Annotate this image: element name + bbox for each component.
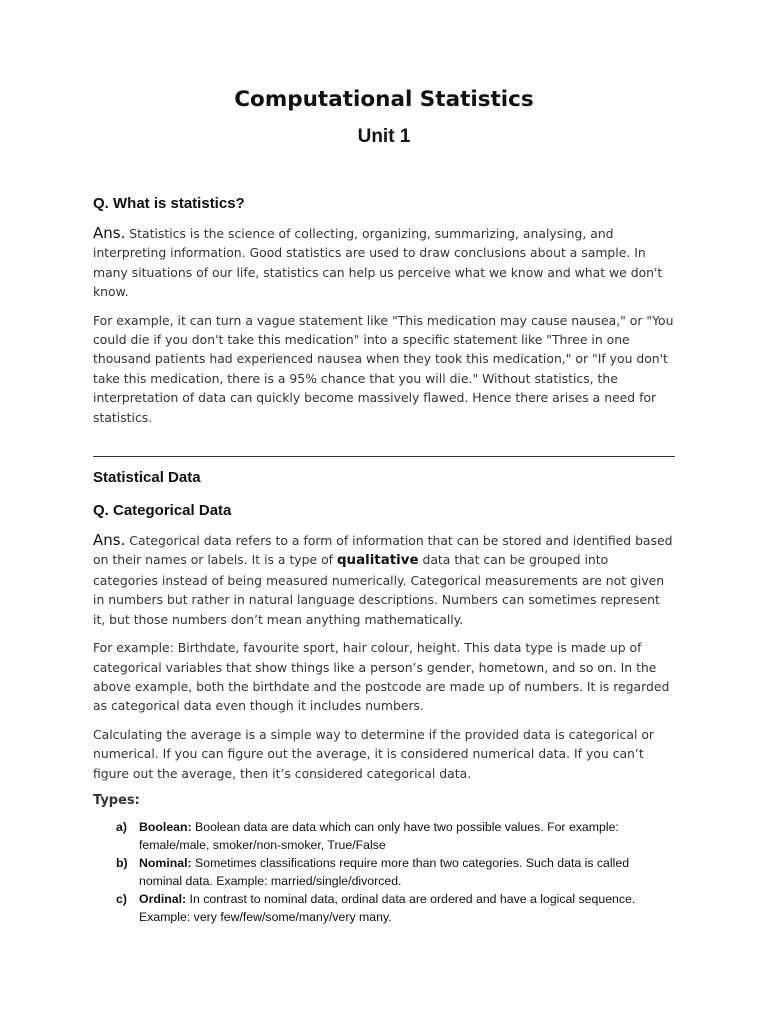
document-title: Computational Statistics bbox=[234, 87, 534, 112]
question-categorical-data: Q. Categorical Data bbox=[93, 502, 232, 520]
statistics-example-paragraph: For example, it can turn a vague statement like "This medication may cause nausea," or "You could die if you don't take this medication" into a specific statement like "Three in one thousand patients had experienced nausea when they took this medication," or "If you don't take this medication, there is a 95% chance that you will die." Without statistics, the interpretation of data can quickly become massively flawed. Hence there arises a need for statistics. bbox=[93, 312, 674, 425]
list-item-boolean bbox=[93, 818, 675, 854]
section-divider bbox=[93, 456, 675, 457]
list-item-text bbox=[139, 854, 675, 890]
type-term: Ordinal: bbox=[139, 891, 187, 906]
answer-categorical-data bbox=[93, 531, 675, 629]
types-heading: Types: bbox=[93, 792, 140, 808]
list-item-ordinal bbox=[93, 890, 675, 926]
list-marker: b) bbox=[116, 855, 128, 870]
categorical-example-paragraph: For example: Birthdate, favourite sport, hair colour, height. This data type is made up of categorical variables that show things like a person’s gender, hometown, and so on. In the above example, both the birthdate and the postcode are made up of numbers. It is regarded as categorical data even though it includes numbers. bbox=[93, 640, 670, 714]
answer-label: Ans. bbox=[93, 224, 126, 242]
list-marker: c) bbox=[116, 891, 127, 906]
type-term: Nominal: bbox=[139, 855, 192, 870]
section-heading-statistical-data: Statistical Data bbox=[93, 469, 201, 487]
question-what-is-statistics: Q. What is statistics? bbox=[93, 195, 245, 212]
qualitative-emphasis: qualitative bbox=[336, 553, 419, 569]
average-note-paragraph: Calculating the average is a simple way to determine if the provided data is categorical or numerical. If you can figure out the average, it is considered numerical data. If you can’t figure out the average, then it’s considered categorical data. bbox=[93, 726, 655, 781]
answer-text-part1: Categorical data refers to a form of information that can be stored and identified based on their names or labels. It is a type of bbox=[93, 533, 673, 568]
answer-label: Ans. bbox=[93, 531, 126, 550]
type-term: Boolean: bbox=[139, 819, 192, 834]
list-item-nominal bbox=[93, 854, 675, 890]
document-subtitle: Unit 1 bbox=[357, 126, 411, 147]
list-item-text bbox=[139, 890, 675, 926]
answer-text: Statistics is the science of collecting, organizing, summarizing, analysing, and interpreting information. Good statistics are used to draw conclusions about a sample. In many situations of our life, statistics can help us perceive what we know and what we don't know. bbox=[93, 226, 663, 300]
answer-text-part2: data that can be grouped into categories instead of being measured numerically. Categorical measurements are not given in numbers but rather in natural language descriptions. Numbers can sometimes represent it, but those numbers don’t mean anything mathematically. bbox=[93, 552, 665, 627]
type-description: Sometimes classifications require more than two categories. Such data is called nominal data. Example: married/single/divorced. bbox=[139, 855, 630, 888]
answer-what-is-statistics bbox=[93, 224, 675, 302]
type-description: Boolean data are data which can only have two possible values. For example: female/male, smoker/non-smoker, True/False bbox=[139, 819, 619, 852]
list-item-text bbox=[139, 818, 675, 854]
types-list bbox=[93, 818, 675, 926]
list-marker: a) bbox=[116, 819, 127, 834]
type-description: In contrast to nominal data, ordinal data are ordered and have a logical sequence. Example: very few/few/some/many/very many. bbox=[139, 891, 636, 924]
